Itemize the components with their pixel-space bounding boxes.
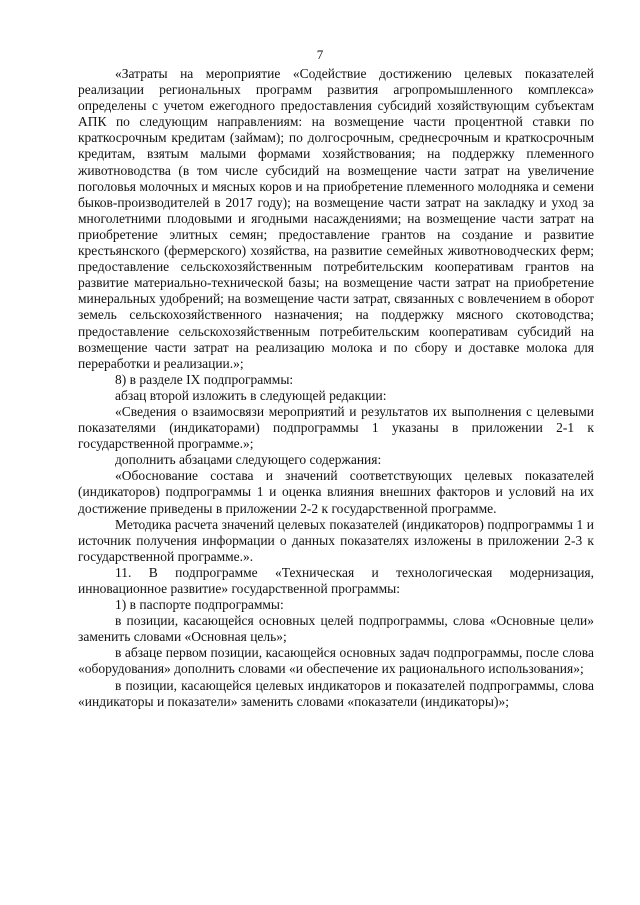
paragraph-item-11: 11. В подпрограмме «Техническая и технологическая модернизация, инновационное развитие» государственной программы:: [78, 564, 594, 596]
document-body: [78, 66, 594, 710]
paragraph-item-8: 8) в разделе IX подпрограммы:: [115, 371, 294, 387]
paragraph-relations: «Сведения о взаимосвязи мероприятий и результатов их выполнения с целевыми показателями (индикаторами) подпрограммы 1 указаны в приложении 2-1 к государственной программе.»;: [78, 403, 594, 452]
paragraph-indicators: в позиции, касающейся целевых индикаторов и показателей подпрограммы, слова «индикаторы и показатели» заменить словами «показатели (индикаторы)»;: [78, 677, 594, 709]
paragraph-justification: «Обоснование состава и значений соответствующих целевых показателей (индикаторов) подпрограммы 1 и оценка влияния внешних факторов и условий на их достижение приведены в приложении 2-2 к государственной программе.: [78, 468, 594, 516]
paragraph-second-abzac: абзац второй изложить в следующей редакции:: [115, 387, 387, 403]
paragraph-main-tasks: в абзаце первом позиции, касающейся основных задач подпрограммы, после слова «оборудования» дополнить словами «и обеспечение их рационального использования»;: [78, 645, 594, 677]
paragraph-main-goals: в позиции, касающейся основных целей подпрограммы, слова «Основные цели» заменить словами «Основная цель»;: [78, 613, 594, 645]
paragraph-methodology: Методика расчета значений целевых показателей (индикаторов) подпрограммы 1 и источник получения информации о данных показателях изложены в приложении 2-3 к государственной программе.».: [78, 516, 594, 564]
page-number: 7: [316, 47, 324, 62]
paragraph-expenses: «Затраты на мероприятие «Содействие достижению целевых показателей реализации региональных программ развития агропромышленного комплекса» определены с учетом ежегодного предоставления субсидий хозяйствующим субъектам АПК по следующим направлениям: на возмещение части процентной ставки по краткосрочным кредитам (займам); по долгосрочным, среднесрочным и краткосрочным кредитам, взятым малыми формами хозяйствования; на поддержку племенного животноводства (в том числе субсидий на возмещение части затрат на увеличение поголовья молочных и мясных коров и на приобретение племенного молодняка и семени быков-производителей в 2017 году); на возмещение части затрат на закладку и уход за многолетними плодовыми и ягодными насаждениями; на возмещение части затрат на приобретение элитных семян; предоставление грантов на создание и развитие крестьянского (фермерского) хозяйства, на развитие семейных животноводческих ферм; предоставление сельскохозяйственным потребительским кооперативам грантов на развитие материально-технической базы; на возмещение части затрат на приобретение минеральных удобрений; на возмещение части затрат, связанных с вовлечением в оборот земель сельскохозяйственного назначения; на поддержку мясного скотоводства; предоставление сельскохозяйственным потребительским кооперативам субсидий на возмещение части затрат на реализацию молока и по сбору и доставке молока для переработки и реализации.»;: [78, 66, 594, 371]
paragraph-passport: 1) в паспорте подпрограммы:: [115, 597, 284, 613]
paragraph-add-abzacs: дополнить абзацами следующего содержания:: [115, 452, 382, 468]
